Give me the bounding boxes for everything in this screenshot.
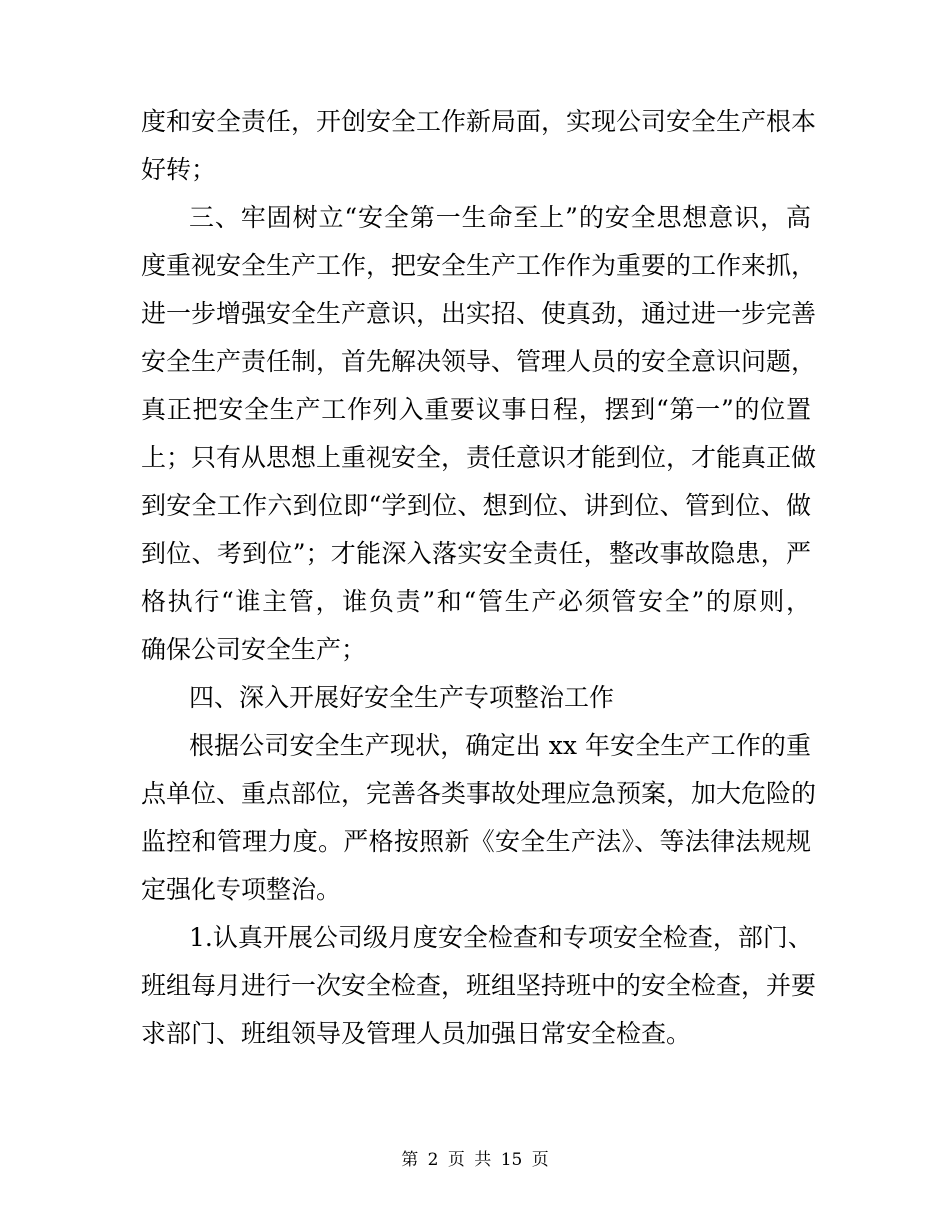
text-line: 1.认真开展公司级月度安全检查和专项安全检查，部门、 (189, 923, 813, 952)
text-line: 到位、考到位”；才能深入落实安全责任，整改事故隐患，严 (141, 539, 811, 568)
page-footer: 第 2 页 共 15 页 (401, 1150, 549, 1170)
body-text (141, 98, 817, 1058)
text-line: 上；只有从思想上重视安全，责任意识才能到位，才能真正做 (141, 443, 817, 472)
text-line: 格执行“谁主管，谁负责”和“管生产必须管安全”的原则， (141, 587, 811, 616)
text-line: 安全生产责任制，首先解决领导、管理人员的安全意识问题， (141, 347, 817, 376)
text-line: 点单位、重点部位，完善各类事故处理应急预案，加大危险的 (141, 779, 817, 808)
text-line: 度和安全责任，开创安全工作新局面，实现公司安全生产根本 (141, 107, 817, 136)
text-line: 确保公司安全生产； (141, 635, 367, 664)
text-line: 到安全工作六到位即“学到位、想到位、讲到位、管到位、做 (141, 491, 811, 520)
text-line: 根据公司安全生产现状，确定出 xx 年安全生产工作的重 (189, 731, 811, 760)
text-line: 三、牢固树立“安全第一生命至上”的安全思想意识，高 (189, 203, 811, 232)
text-line: 监控和管理力度。严格按照新《安全生产法》、等法律法规规 (141, 827, 811, 856)
text-line: 度重视安全生产工作，把安全生产工作作为重要的工作来抓， (141, 251, 817, 280)
text-line: 四、深入开展好安全生产专项整治工作 (189, 683, 615, 712)
text-line: 真正把安全生产工作列入重要议事日程，摆到“第一”的位置 (141, 395, 811, 424)
text-line: 定强化专项整治。 (141, 875, 342, 904)
text-line: 求部门、班组领导及管理人员加强日常安全检查。 (141, 1019, 692, 1048)
text-line: 班组每月进行一次安全检查，班组坚持班中的安全检查，并要 (141, 971, 817, 1000)
text-line: 进一步增强安全生产意识，出实招、使真劲，通过进一步完善 (141, 299, 817, 328)
text-line: 好转； (141, 155, 217, 184)
